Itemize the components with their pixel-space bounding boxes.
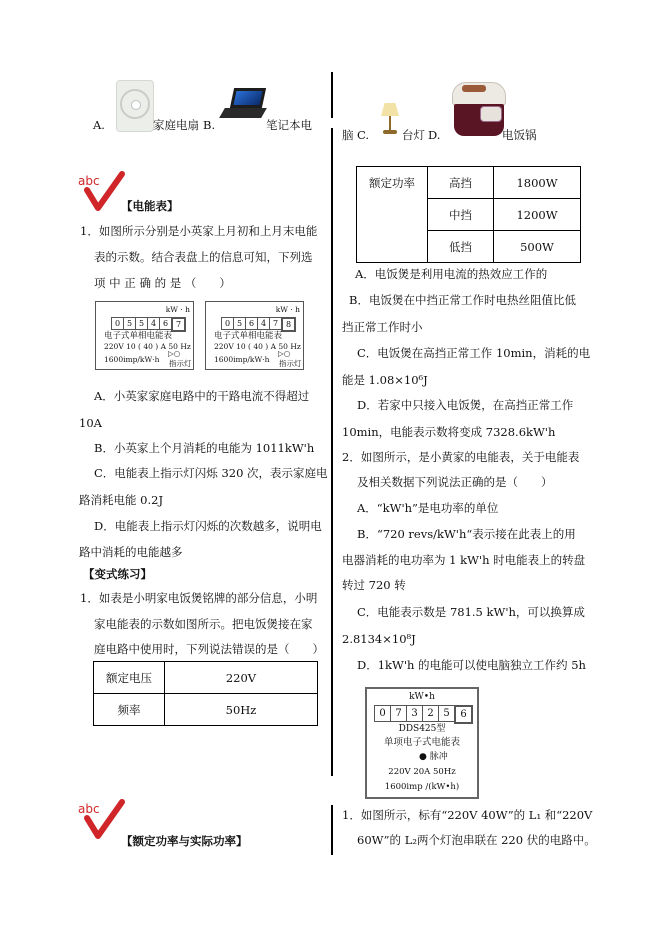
- digit: 3: [406, 705, 423, 722]
- laptop-image: [222, 88, 266, 122]
- option-c-text: 台灯: [402, 128, 425, 142]
- digit: 7: [269, 317, 282, 330]
- meter-right: [205, 301, 304, 370]
- table-cell: 额定功率: [357, 167, 428, 263]
- section-heading-power: 【额定功率与实际功率】: [121, 834, 248, 848]
- p1-option-a: A．电饭煲是利用电流的热效应工作的: [355, 267, 548, 281]
- p1-option-c: C．电饭煲在高挡正常工作 10min，消耗的电: [357, 346, 591, 360]
- table-cell: 1800W: [494, 167, 581, 199]
- meter-q2: [365, 687, 479, 799]
- section-logo-2: [78, 798, 128, 838]
- meter-left-spec: 220V 10 ( 40 ) A 50 Hz: [104, 342, 191, 351]
- option-c-label: C.: [357, 128, 370, 142]
- digit: 2: [422, 705, 439, 722]
- option-b-label: B.: [203, 118, 216, 132]
- digit: 5: [123, 317, 136, 330]
- table-cell: 低挡: [428, 231, 494, 263]
- indicator-icon: ▷○: [168, 349, 181, 358]
- meter-right-name: 电子式单相电能表: [214, 331, 283, 341]
- digit: 6: [159, 317, 172, 330]
- p1-option-d: D．若家中只接入电饭煲，在高挡正常工作: [357, 398, 574, 412]
- meter-right-spec: 220V 10 ( 40 ) A 50 Hz: [214, 342, 301, 351]
- option-a-label: A.: [93, 118, 105, 132]
- digit: 4: [257, 317, 270, 330]
- spec-table: [93, 661, 318, 726]
- p1-option-d-cont: 10min，电能表示数将变成 7328.6kW'h: [342, 425, 556, 439]
- table-row: [94, 662, 318, 694]
- option-d-text: 电饭锅: [502, 128, 537, 142]
- table-cell: 额定电压: [94, 662, 165, 694]
- q1-option-a-cont: 10A: [79, 416, 102, 430]
- q1-option-b: B．小英家上个月消耗的电能为 1011kW'h: [94, 441, 315, 455]
- meter-q2-spec: 220V 20A 50Hz: [388, 767, 456, 777]
- meter-q2-unit: kW•h: [409, 692, 435, 702]
- p1-line-1: 1．如表是小明家电饭煲铭牌的部分信息，小明: [80, 591, 318, 605]
- q2-option-d: D．1kW'h 的电能可以使电脑独立工作约 5h: [357, 658, 586, 672]
- p1-line-2: 家电能表的示数如图所示。把电饭煲接在家: [94, 617, 313, 631]
- q2-line-1: 2．如图所示，是小黄家的电能表，关于电能表: [342, 450, 580, 464]
- q2-option-b-cont2: 转过 720 转: [342, 578, 406, 592]
- table-cell: 1200W: [494, 199, 581, 231]
- meter-left-digits: [111, 317, 185, 332]
- q2-option-b-cont: 电器消耗的电功率为 1 kW'h 时电能表上的转盘: [342, 553, 586, 567]
- q2-option-a: A．“kW'h”是电功率的单位: [357, 501, 499, 515]
- q1-option-d-cont: 路中消耗的电能越多: [79, 545, 183, 559]
- rice-cooker-image: [450, 82, 506, 140]
- column-divider-main: [331, 128, 333, 776]
- section-heading-meter: 【电能表】: [121, 199, 179, 213]
- meter-right-digits: [221, 317, 295, 332]
- digit: 0: [374, 705, 391, 722]
- meter-left-imp: 1600imp/kW·h: [104, 355, 160, 364]
- p1-line-3: 庭电路中使用时，下列说法错误的是（ ）: [94, 642, 324, 656]
- option-b-text: 笔记本电: [266, 118, 312, 132]
- table-row: [94, 694, 318, 726]
- digit: 5: [233, 317, 246, 330]
- table-cell: 中挡: [428, 199, 494, 231]
- q2-option-c-cont: 2.8134×10⁸J: [342, 632, 416, 646]
- option-a-text: 家庭电扇: [153, 118, 199, 132]
- meter-q2-model: DDS425型: [398, 724, 446, 734]
- p1-option-b-cont: 挡正常工作时小: [342, 320, 423, 334]
- q1-line-3: 项 中 正 确 的 是 （ ）: [94, 276, 231, 290]
- table-cell: 高挡: [428, 167, 494, 199]
- meter-left: [95, 301, 194, 370]
- digit: 5: [135, 317, 148, 330]
- s2-q1-line-2: 60W”的 L₂两个灯泡串联在 220 伏的电路中。: [357, 833, 596, 847]
- digit: 6: [245, 317, 258, 330]
- meter-right-imp: 1600imp/kW·h: [214, 355, 270, 364]
- indicator-icon: ▷○: [278, 349, 291, 358]
- q1-option-c: C．电能表上指示灯闪烁 320 次，表示家庭电: [94, 466, 328, 480]
- s2-q1-line-1: 1．如图所示，标有“220V 40W”的 L₁ 和“220V: [342, 808, 593, 822]
- q2-line-2: 及相关数据下列说法正确的是（ ）: [357, 475, 553, 489]
- digit: 4: [147, 317, 160, 330]
- table-cell: 500W: [494, 231, 581, 263]
- digit: 7: [171, 317, 186, 332]
- q1-line-1: 1．如图所示分别是小英家上月初和上月末电能: [80, 224, 318, 238]
- meter-left-name: 电子式单相电能表: [104, 331, 173, 341]
- meter-q2-pulse: ● 脉冲: [419, 752, 448, 762]
- meter-left-unit: kW · h: [165, 305, 190, 314]
- digit: 7: [390, 705, 407, 722]
- q1-option-d: D．电能表上指示灯闪烁的次数越多，说明电: [94, 519, 322, 533]
- table-row: [357, 167, 581, 199]
- meter-right-indicator: 指示灯: [279, 359, 302, 368]
- lamp-image: [378, 103, 402, 137]
- digit: 8: [281, 317, 296, 332]
- digit: 6: [454, 705, 473, 724]
- table-cell: 220V: [165, 662, 318, 694]
- q1-option-c-cont: 路消耗电能 0.2J: [79, 493, 164, 507]
- digit: 5: [438, 705, 455, 722]
- meter-q2-name: 单项电子式电能表: [383, 737, 460, 748]
- q1-option-a: A．小英家家庭电路中的干路电流不得超过: [94, 389, 310, 403]
- logo-text: abc: [78, 802, 100, 816]
- column-divider-bottom: [331, 805, 333, 855]
- meter-q2-digits: [374, 705, 472, 724]
- logo-text: abc: [78, 174, 100, 188]
- q1-line-2: 表的示数。结合表盘上的信息可知，下列选: [94, 250, 313, 264]
- meter-left-indicator: 指示灯: [169, 359, 192, 368]
- p1-option-c-cont: 能是 1.08×10⁶J: [342, 373, 428, 387]
- option-b-text-cont: 脑: [342, 128, 354, 142]
- practice-heading: 【变式练习】: [83, 567, 152, 581]
- digit: 0: [221, 317, 234, 330]
- option-d-label: D.: [428, 128, 441, 142]
- table-cell: 频率: [94, 694, 165, 726]
- q2-option-b: B．“720 revs/kW'h“表示接在此表上的用: [357, 527, 576, 541]
- fan-image: [116, 80, 154, 132]
- meter-q2-imp: 1600imp /(kW•h): [384, 782, 460, 792]
- table-cell: 50Hz: [165, 694, 318, 726]
- meter-right-unit: kW · h: [275, 305, 300, 314]
- p1-option-b: B．电饭煲在中挡正常工作时电热丝阻值比低: [349, 293, 576, 307]
- column-divider-top: [331, 72, 333, 118]
- q2-option-c: C．电能表示数是 781.5 kW'h，可以换算成: [357, 605, 585, 619]
- power-table: [356, 166, 581, 263]
- digit: 0: [111, 317, 124, 330]
